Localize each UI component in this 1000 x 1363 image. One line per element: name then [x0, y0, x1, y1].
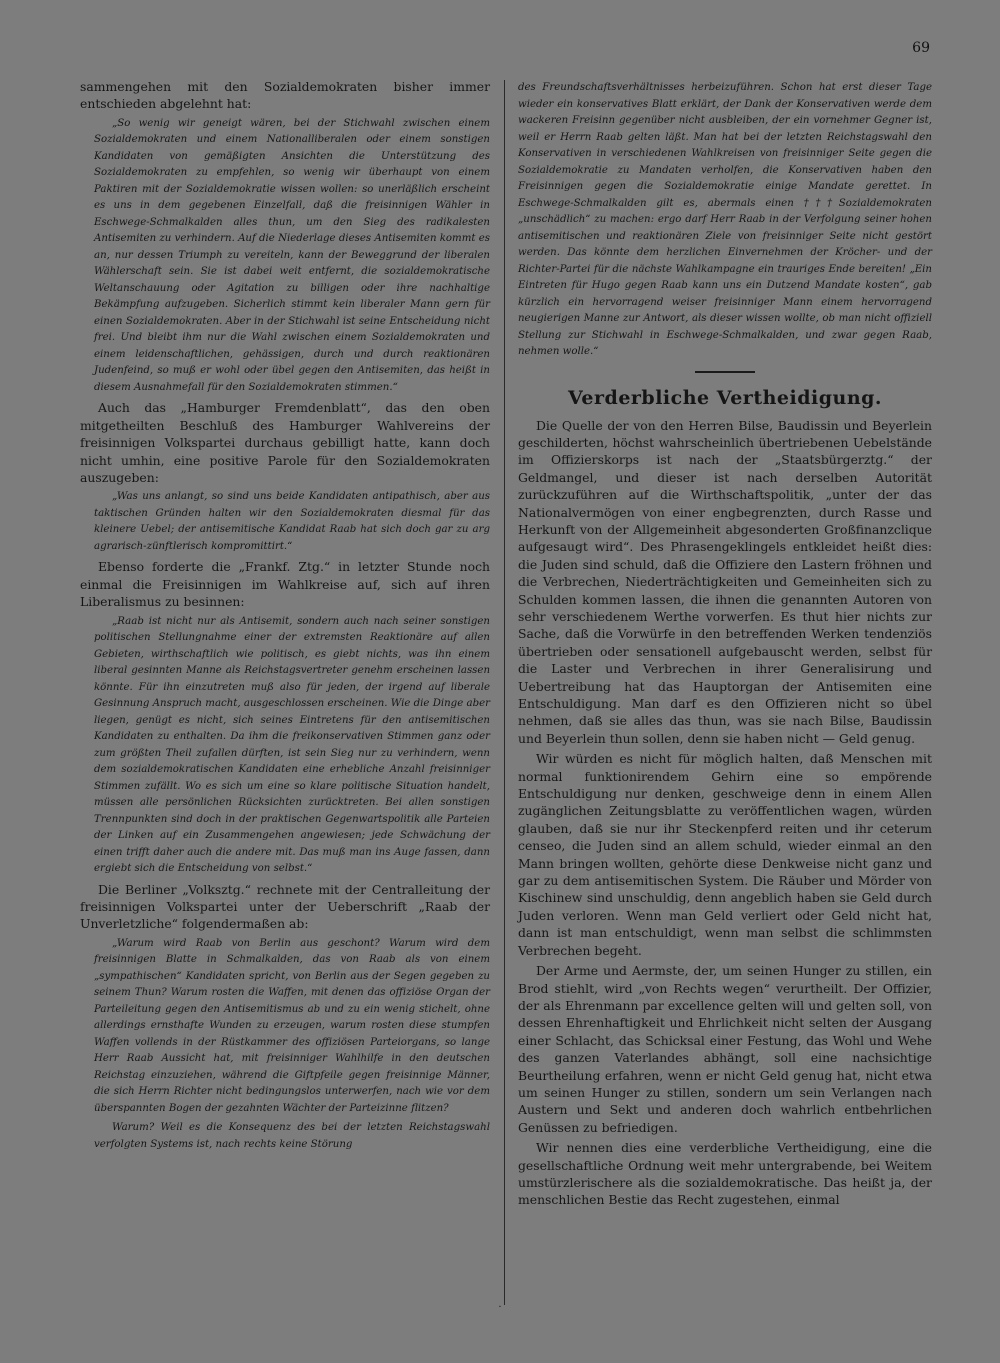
quote-paragraph: „Was uns anlangt, so sind uns beide Kandidaten antipathisch, aber aus taktischen Gründen halten wir den Sozialdemokraten diesmal für das kleinere Uebel; der antisemitische Kandidat Raab hat sich doch gar zu arg agrarisch-zünftlerisch kompromittirt.“	[94, 491, 490, 552]
page-number: 69	[912, 40, 930, 56]
footer-mark: ·	[498, 1302, 502, 1313]
paragraph: Auch das „Hamburger Fremdenblatt“, das den oben mitgetheilten Beschluß des Hamburger Wahlvereins der freisinnigen Volkspartei durchaus gebilligt hatte, kann doch nicht umhin, eine positive Parole für den Sozialdemokraten auszugeben:	[80, 400, 490, 485]
quote-paragraph: „Warum wird Raab von Berlin aus geschont? Warum wird dem freisinnigen Blatte in Schmalkalden, das von Raab als von einem „sympathischen“ Kandidaten spricht, von Berlin aus der Segen gegeben zu seinem Thun? Warum rosten die Waffen, mit denen das offiziöse Organ der Parteileitung gegen den Antisemitismus ab und zu ein wenig stichelt, ohne allerdings ernsthafte Wunden zu erzeugen, warum rosten diese stumpfen Waffen vollends in der Rüstkammer des offiziösen Parteiorgans, so lange Herr Raab Aussicht hat, mit freisinniger Wahlhilfe in den deutschen Reichstag einzuziehen, während die Giftpfeile gegen freisinnige Männer, die sich Herrn Richter nicht bedingungslos unterwerfen, nach wie vor dem überspannten Bogen der gezahnten Wächter der Parteizinne flitzen?	[94, 937, 490, 1114]
paragraph: Die Berliner „Volksztg.“ rechnete mit der Centralleitung der freisinnigen Volkspartei unter der Ueberschrift „Raab der Unverletzliche“ folgendermaßen ab:	[80, 881, 490, 932]
paragraph: Der Arme und Aermste, der, um seinen Hunger zu stillen, ein Brod stiehlt, wird „von Rechts wegen“ verurtheilt. Der Offizier, der als Ehrenmann par excellence gelten will und gelten soll, von dessen Ehrenhaftigkeit und Ehrlichkeit nicht selten der Ausgang einer Schlacht, das Schicksal einer Festung, das Wohl und Wehe des ganzen Vaterlandes abhängt, soll eine nachsichtige Beurtheilung erfahren, wenn er nicht Geld genug hat, nicht etwa um seinen Hunger zu stillen, sondern um sein Verlangen nach Austern und Sekt und anderen doch wahrlich entbehrlichen Genüssen zu befriedigen.	[518, 963, 932, 1135]
paragraph: Ebenso forderte die „Frankf. Ztg.“ in letzter Stunde noch einmal die Freisinnigen im Wahlkreise auf, sich auf ihren Liberalismus zu besinnen:	[80, 559, 490, 610]
quote-paragraph: „Raab ist nicht nur als Antisemit, sondern auch nach seiner sonstigen politischen Stellungnahme einer der extremsten Reaktionäre auf allen Gebieten, wirthschaftlich wie politisch, es giebt nichts, was ihn einem liberal gesinnten Manne als Reichstagsvertreter genehm erscheinen lassen könnte. Für ihn einzutreten muß also für jeden, der irgend auf liberale Gesinnung Anspruch macht, ausgeschlossen erscheinen. Wie die Dinge aber liegen, genügt es nicht, sich seines Eintretens für den antisemitischen Kandidaten zu enthalten. Da ihm die freikonservativen Stimmen ganz oder zum größten Theil zufallen dürften, ist sein Sieg nur zu verhindern, wenn dem sozialdemokratischen Kandidaten eine erhebliche Anzahl freisinniger Stimmen zufällt. Wo es sich um eine so klare politische Situation handelt, müssen alle persönlichen Rücksichten zurücktreten. Bei allen sonstigen Trennpunkten sind doch in der praktischen Gegenwartspolitik alle Parteien der Linken auf ein Zusammengehen angewiesen; jede Schwächung der einen trifft daher auch die andere mit. Das muß man ins Auge fassen, dann ergiebt sich die Entscheidung von selbst.“	[94, 615, 490, 875]
quote-paragraph: des Freundschaftsverhältnisses herbeizuführen. Schon hat erst dieser Tage wieder ein konservatives Blatt erklärt, der Dank der Konservativen werde dem wackeren Freisinn gegenüber nicht ausbleiben, der ein vornehmer Gegner ist, weil er Herrn Raab gelten läßt. Man hat bei der letzten Reichstagswahl den Konservativen in verschiedenen Wahlkreisen von freisinniger Seite gegen die Sozialdemokratie zu Mandaten verholfen, die Konservativen haben den Freisinnigen gegen die Sozialdemokratie einige Mandate gerettet. In Eschwege-Schmalkalden gilt es, abermals einen †††Sozialdemokraten „unschädlich“ zu machen: ergo darf Herr Raab in der Verfolgung seiner hohen antisemitischen und reaktionären Ziele von freisinniger Seite nicht gestört werden. Das könnte dem herzlichen Einvernehmen der Kröcher- und der Richter-Partei für die nächste Wahlkampagne ein trauriges Ende bereiten! „Ein Eintreten für Hugo gegen Raab kann uns ein Dutzend Mandate kosten“, gab kürzlich ein hervorragend weiser freisinniger Mann einem hervorragend neugierigen Manne zur Antwort, als dieser wissen wollte, ob man nicht offiziell Stellung zur Stichwahl in Eschwege-Schmalkalden, und zwar gegen Raab, nehmen wolle.“	[518, 82, 932, 357]
article-heading: Verderbliche Vertheidigung.	[567, 386, 883, 409]
quote-paragraph: Warum? Weil es die Konsequenz des bei der letzten Reichstagswahl verfolgten Systems ist, nach rechts keine Störung	[94, 1122, 490, 1150]
right-column	[518, 80, 932, 1212]
paragraph: Wir würden es nicht für möglich halten, daß Menschen mit normal funktionirendem Gehirn eine so empörende Entschuldigung nur denken, geschweige denn in einem Allen zugänglichen Zeitungsblatte zu veröffentlichen wagen, würden glauben, daß sie nur ihr Steckenpferd reiten und ihr ceterum censeo, die Juden sind an allem schuld, wieder einmal an den Mann bringen wollten, gehörte diese Denkweise nicht ganz und gar zu dem antisemitischen System. Die Räuber und Mörder von Kischinew sind unschuldig, denn angeblich haben sie Geld durch Juden verloren. Wenn man Geld verliert oder Geld nicht hat, dann ist man entschuldigt, wenn man selbst die schlimmsten Verbrechen begeht.	[518, 751, 932, 958]
paragraph: Wir nennen dies eine verderbliche Vertheidigung, eine die gesellschaftliche Ordnung weit mehr untergrabende, bei Weitem umstürzlerischere als die sozialdemokratische. Das heißt ja, der menschlichen Bestie das Recht zugestehen, einmal	[518, 1140, 932, 1208]
paragraph: sammengehen mit den Sozialdemokraten bisher immer entschieden abgelehnt hat:	[80, 79, 490, 112]
section-separator	[695, 371, 755, 373]
left-column	[80, 78, 490, 1156]
quote-paragraph: „So wenig wir geneigt wären, bei der Stichwahl zwischen einem Sozialdemokraten und einem Nationalliberalen oder einem sonstigen Kandidaten von gemäßigten Ansichten die Unterstützung des Sozialdemokraten zu empfehlen, so wenig wir überhaupt von einem Paktiren mit der Sozialdemokratie wissen wollen: so unerläßlich erscheint es uns in dem gegebenen Einzelfall, daß die freisinnigen Wähler in Eschwege-Schmalkalden alles thun, um den Sieg des radikalesten Antisemiten zu verhindern. Auf die Niederlage dieses Antisemiten kommt es an, nur dessen Triumph zu vereiteln, kann der Beweggrund der liberalen Wählerschaft sein. Sie ist dabei weit entfernt, die sozialdemokratische Weltanschauung oder Agitation zu billigen oder ihre nachhaltige Bekämpfung aufzugeben. Sicherlich stimmt kein liberaler Mann gern für einen Sozialdemokraten. Aber in der Stichwahl ist seine Entscheidung nicht frei. Und bleibt ihm nur die Wahl zwischen einem Sozialdemokraten und einem leidenschaftlichen, gehässigen, durch und durch reaktionären Judenfeind, so muß er wohl oder übel gegen den Antisemiten, das heißt in diesem Ausnahmefall für den Sozialdemokraten stimmen.“	[94, 117, 490, 393]
column-divider	[504, 80, 505, 1305]
paragraph: Die Quelle der von den Herren Bilse, Baudissin und Beyerlein geschilderten, höchst wahrscheinlich übertriebenen Uebelstände im Offizierskorps ist nach der „Staatsbürgerztg.“ der Geldmangel, und dieser ist nach derselben Autorität zurückzuführen auf die Wirthschaftspolitik, „unter der das Nationalvermögen von einer engbegrenzten, durch Rasse und Herkunft von der Allgemeinheit abgesonderten Großfinanzclique aufgesaugt wird“. Des Phrasengeklingels entkleidet heißt dies: die Juden sind schuld, daß die Offiziere den Lastern fröhnen und die Verbrechen, Niederträchtigkeiten und Gemeinheiten sich zu Schulden kommen lassen, die ihnen die genannten Autoren von sehr verschiedenem Werthe vorwerfen. Es thut hier nichts zur Sache, daß die Vorwürfe in den betreffenden Werken tendenziös übertrieben oder sensationell aufgebauscht werden, selbst für die Laster und Verbrechen in ihrer Generalisirung und Uebertreibung hat das Hauptorgan der Antisemiten eine Entschuldigung. Man darf es den Offizieren nicht so übel nehmen, daß sie alles das thun, was sie nach Bilse, Baudissin und Beyerlein thun sollen, denn sie haben nicht — Geld genug.	[518, 417, 932, 746]
